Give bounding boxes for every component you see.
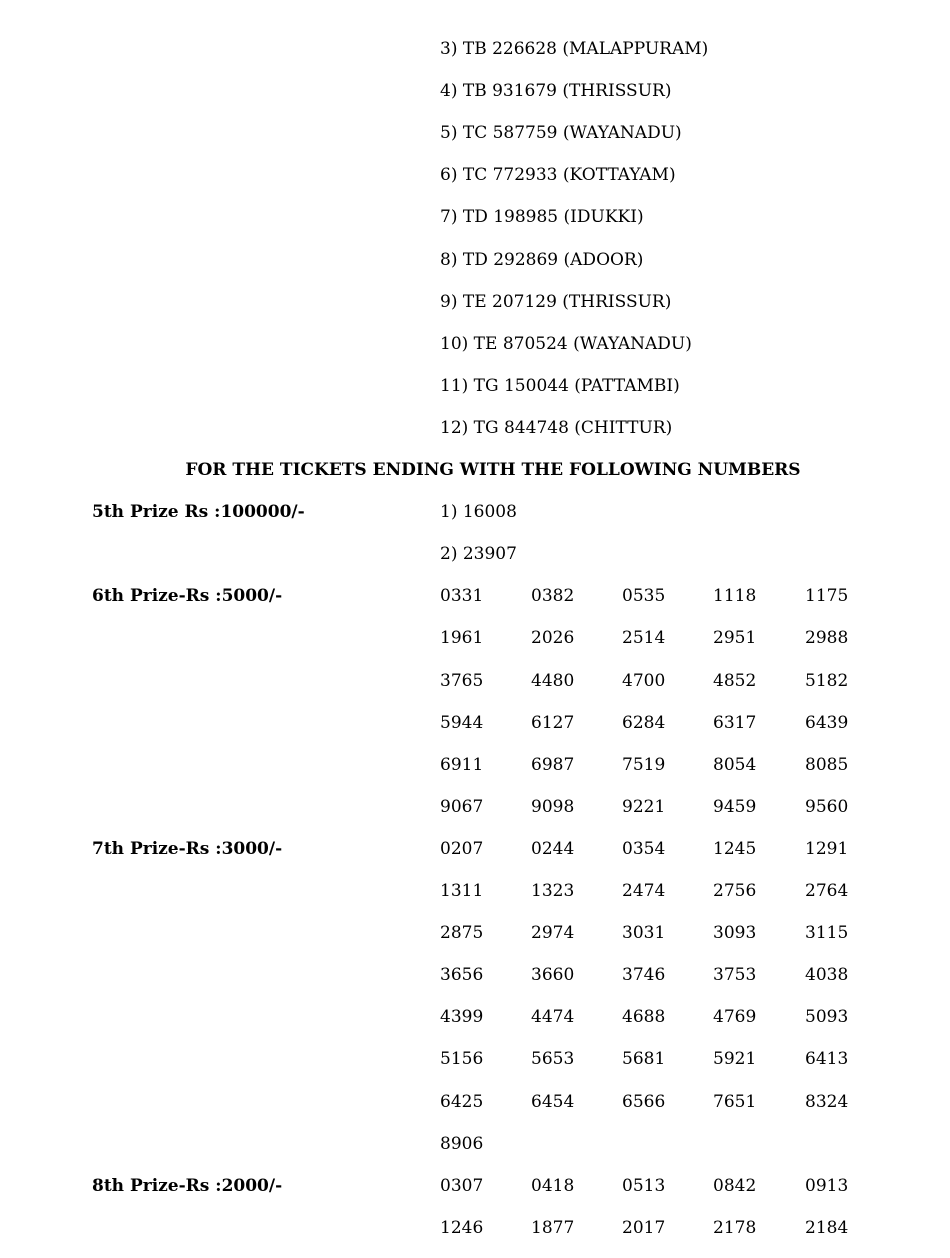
- ticket-ending-number: 0354: [622, 839, 666, 859]
- ticket-ending-number: 8054: [713, 755, 757, 775]
- ticket-ending-number: 8324: [805, 1092, 849, 1112]
- ticket-ending-number: 4769: [713, 1007, 757, 1027]
- ticket-ending-number: 0418: [531, 1176, 575, 1196]
- ticket-ending-number: 5681: [622, 1049, 666, 1069]
- ticket-ending-number: 3093: [713, 923, 757, 943]
- ticket-ending-number: 2017: [622, 1218, 666, 1238]
- ticket-ending-number: 3746: [622, 965, 666, 985]
- ticket-ending-number: 9459: [713, 797, 757, 817]
- ticket-ending-number: 0513: [622, 1176, 666, 1196]
- ticket-ending-number: 4474: [531, 1007, 575, 1027]
- winning-ticket-item: 7) TD 198985 (IDUKKI): [440, 207, 644, 227]
- winning-ticket-item: 4) TB 931679 (THRISSUR): [440, 81, 672, 101]
- ticket-ending-number: 2875: [440, 923, 484, 943]
- ticket-ending-number: 4852: [713, 671, 757, 691]
- ticket-ending-number: 2756: [713, 881, 757, 901]
- ticket-ending-number: 3031: [622, 923, 666, 943]
- ticket-ending-number: 6987: [531, 755, 575, 775]
- ticket-ending-number: 7519: [622, 755, 666, 775]
- ticket-ending-number: 8906: [440, 1134, 484, 1154]
- ticket-ending-number: 4038: [805, 965, 849, 985]
- ticket-ending-number: 1291: [805, 839, 849, 859]
- ticket-ending-number: 1245: [713, 839, 757, 859]
- winning-ticket-item: 3) TB 226628 (MALAPPURAM): [440, 39, 709, 59]
- ticket-ending-number: 6911: [440, 755, 484, 775]
- winning-ticket-item: 6) TC 772933 (KOTTAYAM): [440, 165, 676, 185]
- ticket-ending-number: 7651: [713, 1092, 757, 1112]
- ticket-ending-number: 1961: [440, 628, 484, 648]
- ticket-ending-number: 2951: [713, 628, 757, 648]
- ticket-ending-number: 0207: [440, 839, 484, 859]
- ticket-ending-number: 4399: [440, 1007, 484, 1027]
- ticket-ending-number: 8085: [805, 755, 849, 775]
- ticket-ending-number: 2026: [531, 628, 575, 648]
- ticket-ending-number: 9560: [805, 797, 849, 817]
- ticket-ending-number: 4688: [622, 1007, 666, 1027]
- prize-label: 6th Prize-Rs :5000/-: [92, 586, 283, 606]
- ticket-ending-number: 2988: [805, 628, 849, 648]
- ticket-ending-number: 6454: [531, 1092, 575, 1112]
- ticket-ending-number: 2764: [805, 881, 849, 901]
- ticket-ending-number: 3656: [440, 965, 484, 985]
- ticket-ending-number: 1311: [440, 881, 484, 901]
- ticket-ending-number: 4480: [531, 671, 575, 691]
- ticket-ending-number: 5182: [805, 671, 849, 691]
- ticket-ending-number: 3765: [440, 671, 484, 691]
- winning-ticket-item: 11) TG 150044 (PATTAMBI): [440, 376, 680, 396]
- winning-ticket-item: 8) TD 292869 (ADOOR): [440, 250, 644, 270]
- ticket-ending-number: 9098: [531, 797, 575, 817]
- ticket-ending-number: 5944: [440, 713, 484, 733]
- ticket-ending-number: 3115: [805, 923, 849, 943]
- ticket-ending-number: 0842: [713, 1176, 757, 1196]
- ticket-ending-number: 6566: [622, 1092, 666, 1112]
- ticket-ending-number: 6439: [805, 713, 849, 733]
- ticket-ending-number: 0535: [622, 586, 666, 606]
- winning-ticket-item: 9) TE 207129 (THRISSUR): [440, 292, 672, 312]
- ticket-ending-number: 0307: [440, 1176, 484, 1196]
- ticket-ending-number: 5653: [531, 1049, 575, 1069]
- ticket-ending-number: 2474: [622, 881, 666, 901]
- prize-label: 5th Prize Rs :100000/-: [92, 502, 305, 522]
- ticket-ending-number: 6284: [622, 713, 666, 733]
- ticket-ending-number: 9221: [622, 797, 666, 817]
- ticket-ending-number: 5093: [805, 1007, 849, 1027]
- ticket-ending-number: 1246: [440, 1218, 484, 1238]
- ticket-ending-number: 2178: [713, 1218, 757, 1238]
- ticket-ending-number: 6425: [440, 1092, 484, 1112]
- ticket-ending-number: 2514: [622, 628, 666, 648]
- winning-ticket-item: 10) TE 870524 (WAYANADU): [440, 334, 692, 354]
- ticket-ending-number: 0331: [440, 586, 484, 606]
- ticket-ending-number: 6317: [713, 713, 757, 733]
- ticket-ending-number: 6127: [531, 713, 575, 733]
- ticket-ending-number: 1877: [531, 1218, 575, 1238]
- ticket-ending-number: 6413: [805, 1049, 849, 1069]
- ticket-ending-number: 0382: [531, 586, 575, 606]
- ticket-ending-number: 2974: [531, 923, 575, 943]
- ticket-ending-number: 0913: [805, 1176, 849, 1196]
- ticket-ending-number: 2184: [805, 1218, 849, 1238]
- prize-ticket-item: 2) 23907: [440, 544, 517, 564]
- ticket-ending-number: 1175: [805, 586, 849, 606]
- ticket-ending-number: 3660: [531, 965, 575, 985]
- winning-ticket-item: 5) TC 587759 (WAYANADU): [440, 123, 682, 143]
- ticket-ending-number: 9067: [440, 797, 484, 817]
- ticket-ending-number: 0244: [531, 839, 575, 859]
- prize-label: 7th Prize-Rs :3000/-: [92, 839, 283, 859]
- ticket-ending-number: 5156: [440, 1049, 484, 1069]
- prize-label: 8th Prize-Rs :2000/-: [92, 1176, 283, 1196]
- ticket-ending-number: 4700: [622, 671, 666, 691]
- ticket-ending-number: 5921: [713, 1049, 757, 1069]
- prize-ticket-item: 1) 16008: [440, 502, 517, 522]
- ticket-ending-number: 1118: [713, 586, 757, 606]
- ticket-ending-number: 1323: [531, 881, 575, 901]
- ticket-ending-number: 3753: [713, 965, 757, 985]
- section-heading: FOR THE TICKETS ENDING WITH THE FOLLOWING NUMBERS: [185, 460, 801, 480]
- winning-ticket-item: 12) TG 844748 (CHITTUR): [440, 418, 673, 438]
